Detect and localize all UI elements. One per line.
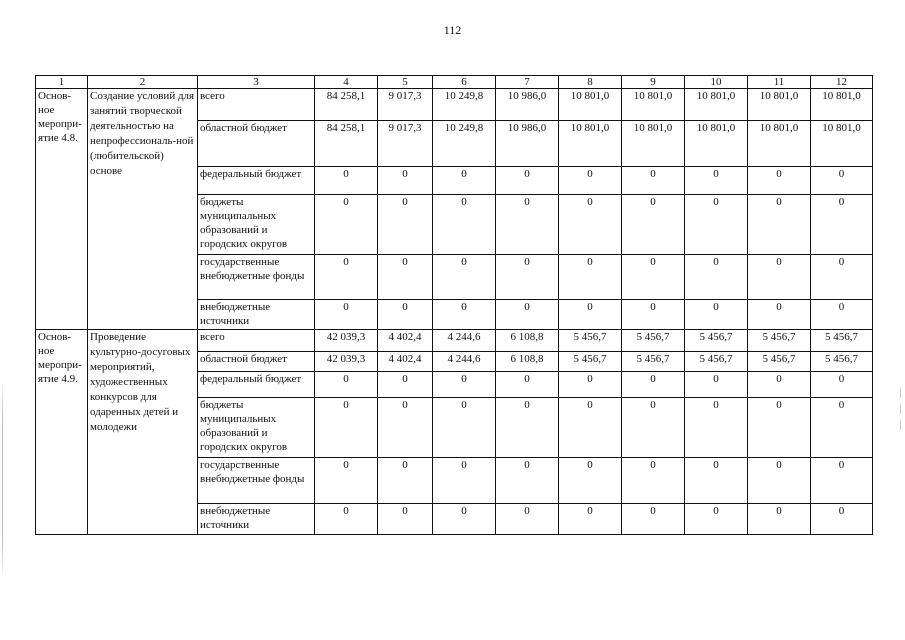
- funding-value: 0: [685, 167, 748, 195]
- funding-source: федеральный бюджет: [198, 372, 315, 398]
- funding-value: 0: [378, 195, 433, 255]
- funding-value: 10 801,0: [685, 121, 748, 167]
- funding-value: 0: [496, 398, 559, 458]
- funding-value: 84 258,1: [315, 89, 378, 121]
- funding-value: 0: [685, 195, 748, 255]
- funding-value: 0: [315, 398, 378, 458]
- funding-value: 0: [496, 300, 559, 330]
- funding-value: 0: [811, 255, 873, 300]
- funding-value: 0: [433, 458, 496, 504]
- funding-value: 0: [496, 255, 559, 300]
- funding-source: государственные внебюджетные фонды: [198, 255, 315, 300]
- measure-description: Проведение культурно-досуговых мероприятий, художественных конкурсов для одаренных детей и молодежи: [88, 330, 198, 535]
- funding-value: 5 456,7: [811, 352, 873, 372]
- funding-source: всего: [198, 89, 315, 121]
- funding-value: 0: [748, 372, 811, 398]
- funding-source: областной бюджет: [198, 121, 315, 167]
- funding-value: 0: [622, 195, 685, 255]
- column-number: 6: [433, 76, 496, 89]
- funding-value: 0: [685, 372, 748, 398]
- funding-value: 0: [496, 504, 559, 535]
- funding-source: внебюджетные источники: [198, 300, 315, 330]
- funding-source: федеральный бюджет: [198, 167, 315, 195]
- column-number: 3: [198, 76, 315, 89]
- funding-value: 0: [433, 195, 496, 255]
- funding-value: 0: [559, 504, 622, 535]
- measure-code: Основ-ное меропри-ятие 4.9.: [36, 330, 88, 535]
- funding-value: 0: [685, 398, 748, 458]
- funding-value: 0: [378, 398, 433, 458]
- funding-source: областной бюджет: [198, 352, 315, 372]
- funding-value: 0: [433, 372, 496, 398]
- funding-source: государственные внебюджетные фонды: [198, 458, 315, 504]
- funding-source: всего: [198, 330, 315, 352]
- funding-value: 0: [748, 167, 811, 195]
- funding-value: 5 456,7: [559, 330, 622, 352]
- funding-value: 4 244,6: [433, 330, 496, 352]
- funding-value: 10 801,0: [811, 89, 873, 121]
- funding-value: 0: [811, 300, 873, 330]
- funding-value: 0: [315, 372, 378, 398]
- funding-value: 0: [811, 504, 873, 535]
- funding-value: 0: [378, 255, 433, 300]
- funding-value: 5 456,7: [622, 352, 685, 372]
- funding-value: 0: [496, 458, 559, 504]
- scan-edge-line: [2, 380, 3, 580]
- column-number: 7: [496, 76, 559, 89]
- funding-source: бюджеты муниципальных образований и городских округов: [198, 398, 315, 458]
- column-number: 1: [36, 76, 88, 89]
- funding-value: 0: [811, 372, 873, 398]
- funding-value: 9 017,3: [378, 89, 433, 121]
- measure-description: Создание условий для занятий творческой деятельностью на непрофессиональ-ной (любительской) основе: [88, 89, 198, 330]
- funding-value: 5 456,7: [685, 352, 748, 372]
- column-number: 8: [559, 76, 622, 89]
- funding-value: 0: [685, 300, 748, 330]
- funding-value: 0: [622, 300, 685, 330]
- table-row: [36, 330, 873, 352]
- funding-value: 0: [811, 167, 873, 195]
- measure-code: Основ-ное меропри-ятие 4.8.: [36, 89, 88, 330]
- scan-dash-mark: [900, 404, 901, 414]
- funding-value: 0: [748, 398, 811, 458]
- funding-value: 10 801,0: [559, 89, 622, 121]
- funding-value: 0: [622, 398, 685, 458]
- funding-value: 0: [811, 458, 873, 504]
- column-number: 5: [378, 76, 433, 89]
- funding-value: 10 801,0: [811, 121, 873, 167]
- funding-value: 4 402,4: [378, 352, 433, 372]
- funding-value: 0: [748, 458, 811, 504]
- funding-table: [35, 75, 873, 535]
- funding-value: 0: [811, 195, 873, 255]
- funding-value: 0: [433, 300, 496, 330]
- column-number: 2: [88, 76, 198, 89]
- funding-value: 0: [378, 167, 433, 195]
- funding-value: 0: [315, 504, 378, 535]
- funding-value: 10 801,0: [622, 89, 685, 121]
- funding-value: 10 249,8: [433, 89, 496, 121]
- funding-value: 0: [496, 372, 559, 398]
- funding-value: 0: [559, 195, 622, 255]
- funding-value: 10 249,8: [433, 121, 496, 167]
- column-number: 10: [685, 76, 748, 89]
- funding-value: 0: [748, 504, 811, 535]
- funding-value: 84 258,1: [315, 121, 378, 167]
- table-body: [36, 76, 873, 535]
- funding-value: 10 986,0: [496, 89, 559, 121]
- funding-value: 0: [748, 300, 811, 330]
- column-number: 11: [748, 76, 811, 89]
- scan-dash-mark: [900, 388, 901, 398]
- funding-value: 9 017,3: [378, 121, 433, 167]
- funding-value: 5 456,7: [622, 330, 685, 352]
- funding-value: 0: [748, 195, 811, 255]
- table-row: [36, 89, 873, 121]
- funding-value: 0: [559, 167, 622, 195]
- column-number-row: [36, 76, 873, 89]
- funding-value: 0: [685, 504, 748, 535]
- funding-value: 0: [622, 458, 685, 504]
- funding-value: 0: [622, 504, 685, 535]
- funding-value: 6 108,8: [496, 352, 559, 372]
- funding-value: 0: [433, 255, 496, 300]
- funding-value: 6 108,8: [496, 330, 559, 352]
- funding-value: 10 801,0: [748, 89, 811, 121]
- funding-value: 5 456,7: [685, 330, 748, 352]
- funding-value: 0: [378, 504, 433, 535]
- funding-value: 0: [622, 255, 685, 300]
- funding-value: 0: [378, 372, 433, 398]
- funding-value: 0: [811, 398, 873, 458]
- funding-value: 0: [622, 372, 685, 398]
- funding-value: 0: [433, 504, 496, 535]
- funding-value: 4 402,4: [378, 330, 433, 352]
- funding-value: 0: [559, 458, 622, 504]
- funding-value: 0: [378, 300, 433, 330]
- funding-source: бюджеты муниципальных образований и городских округов: [198, 195, 315, 255]
- funding-value: 0: [559, 398, 622, 458]
- funding-value: 0: [496, 195, 559, 255]
- funding-value: 10 801,0: [622, 121, 685, 167]
- column-number: 12: [811, 76, 873, 89]
- funding-value: 0: [378, 458, 433, 504]
- funding-value: 10 986,0: [496, 121, 559, 167]
- column-number: 4: [315, 76, 378, 89]
- funding-value: 0: [315, 195, 378, 255]
- funding-value: 0: [559, 372, 622, 398]
- funding-value: 0: [496, 167, 559, 195]
- funding-value: 0: [685, 458, 748, 504]
- funding-value: 5 456,7: [748, 330, 811, 352]
- funding-value: 0: [559, 255, 622, 300]
- funding-value: 5 456,7: [748, 352, 811, 372]
- funding-value: 0: [433, 167, 496, 195]
- funding-value: 5 456,7: [559, 352, 622, 372]
- funding-value: 10 801,0: [685, 89, 748, 121]
- funding-value: 4 244,6: [433, 352, 496, 372]
- funding-value: 0: [433, 398, 496, 458]
- funding-value: 5 456,7: [811, 330, 873, 352]
- funding-value: 10 801,0: [748, 121, 811, 167]
- funding-value: 10 801,0: [559, 121, 622, 167]
- page-number: 112: [443, 23, 462, 37]
- funding-source: внебюджетные источники: [198, 504, 315, 535]
- scan-dash-mark: [900, 420, 901, 430]
- funding-value: 0: [559, 300, 622, 330]
- funding-value: 0: [748, 255, 811, 300]
- funding-value: 0: [315, 255, 378, 300]
- column-number: 9: [622, 76, 685, 89]
- funding-value: 0: [315, 458, 378, 504]
- funding-value: 0: [685, 255, 748, 300]
- funding-value: 0: [315, 300, 378, 330]
- funding-value: 0: [622, 167, 685, 195]
- funding-value: 0: [315, 167, 378, 195]
- funding-value: 42 039,3: [315, 352, 378, 372]
- funding-value: 42 039,3: [315, 330, 378, 352]
